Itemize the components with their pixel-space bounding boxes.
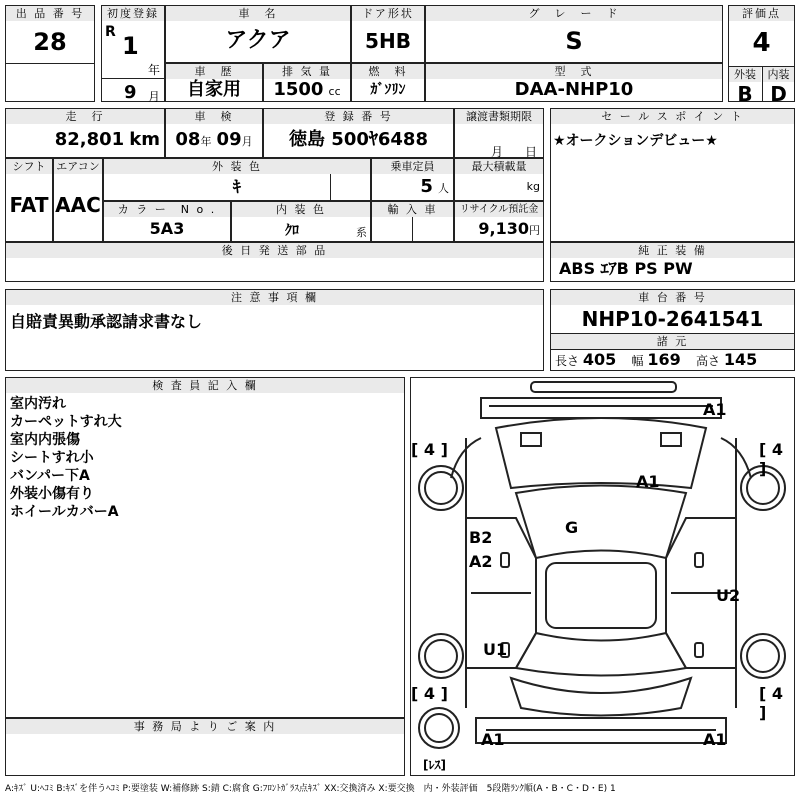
car-name: アクア: [225, 28, 291, 53]
registration-number-header: 登 録 番 号: [264, 109, 453, 124]
recycle-unit: 円: [529, 224, 540, 237]
legend: A:ｷｽﾞ U:ﾍｺﾐ B:ｷｽﾞを伴うﾍｺﾐ P:要塗装 W:補修跡 S:錆 C:腐食 G:ﾌﾛﾝﾄｶﾞﾗｽ点ｷｽﾞ XX:交換済み X:要交換 内・外装評価 5段階ﾗﾝｸ順(A・B・C・D・E) 1: [5, 784, 616, 794]
later-parts-header: 後 日 発 送 部 品: [6, 243, 543, 258]
shift: FAT: [9, 193, 49, 217]
tire-front-left: [ 4 ]: [411, 440, 448, 459]
displacement-header: 排 気 量: [264, 64, 350, 79]
equipment-header: 純 正 装 備: [551, 243, 794, 258]
exterior-grade: B: [737, 82, 753, 106]
fuel: ｶﾞｿﾘﾝ: [370, 82, 406, 98]
max-load-box: [454, 158, 544, 201]
exterior-header: 外装: [729, 67, 761, 82]
exterior-color-box: [103, 158, 371, 201]
caution-text: 自賠責異動承認請求書なし: [10, 312, 203, 331]
damage-mark-left-door: A2: [469, 552, 493, 571]
aircon: AAC: [55, 193, 101, 217]
inspection-header: 車 検: [166, 109, 262, 124]
inspector-notes: [6, 393, 404, 523]
capacity-unit: 人: [438, 182, 449, 195]
fuel-header: 燃 料: [352, 64, 424, 79]
inspector-note: バンパー下A: [10, 468, 90, 484]
lot-number-header: 出 品 番 号: [6, 6, 94, 21]
grade-box: [425, 5, 723, 63]
history-box: [165, 63, 263, 102]
car-outline-diagram: [411, 378, 794, 775]
transfer-docs-header: 譲渡書類期限: [455, 109, 543, 124]
import-box: [371, 201, 454, 242]
inspection-month-unit: 月: [241, 135, 253, 148]
inspection-year: 08: [175, 129, 201, 150]
specs-header: 諸 元: [551, 334, 794, 350]
equipment: ABS ｴｱB PS PW: [559, 259, 693, 278]
car-name-box: [165, 5, 351, 63]
sales-point-box: [550, 108, 795, 242]
inspector-note: 室内内張傷: [10, 432, 80, 448]
capacity-box: [371, 158, 454, 201]
damage-mark-hood: A1: [636, 472, 660, 491]
inspection-year-unit: 年: [200, 135, 212, 148]
first-registration-header: 初度登録: [102, 6, 164, 21]
damage-mark-windshield: G: [565, 518, 579, 537]
color-number-header: カ ラ ー N o .: [104, 202, 230, 217]
interior-color-header: 内 装 色: [232, 202, 370, 217]
tire-rear-left: [ 4 ]: [411, 684, 448, 703]
inspection-box: [165, 108, 263, 158]
mileage-box: [5, 108, 165, 158]
damage-mark-left-door: B2: [469, 528, 493, 547]
era-mark: R: [105, 24, 116, 40]
capacity: 5: [420, 176, 433, 197]
sales-point: ★オークションデビュー★: [553, 133, 718, 149]
interior-header: 内装: [762, 67, 794, 82]
capacity-header: 乗車定員: [372, 159, 453, 174]
inspector-note: 外装小傷有り: [10, 486, 94, 502]
length: 405: [582, 350, 617, 369]
aircon-box: [53, 158, 103, 242]
max-load-unit: kg: [526, 180, 540, 193]
model-box: [425, 63, 723, 102]
exterior-color-header: 外 装 色: [104, 159, 370, 174]
score: 4: [752, 28, 771, 58]
damage-mark-right-rear: U2: [716, 586, 741, 605]
height: 145: [723, 350, 758, 369]
door-header: ドア形状: [352, 6, 424, 21]
equipment-box: [550, 242, 795, 282]
tire-front-right: [ 4 ]: [759, 440, 784, 478]
caution-box: [5, 289, 544, 371]
transfer-day-unit: 日: [525, 145, 538, 159]
inspector-note: ホイールカバーA: [10, 504, 119, 520]
car-name-header: 車 名: [166, 6, 350, 21]
tire-rear-right: [ 4 ]: [759, 684, 784, 722]
inspector-note: 室内汚れ: [10, 396, 66, 412]
lot-number: 28: [6, 21, 94, 64]
history: 自家用: [187, 79, 241, 100]
displacement-unit: cc: [328, 85, 341, 98]
sales-point-header: セ ー ル ス ポ イ ン ト: [551, 109, 794, 124]
year-unit: 年: [148, 63, 161, 77]
width-label: 幅: [631, 354, 644, 368]
damage-mark-rear-left: A1: [481, 730, 505, 749]
color-number: 5A3: [149, 219, 185, 238]
lot-number-box: [5, 5, 95, 102]
registration-number: 徳島 500ﾔ6488: [289, 129, 428, 150]
damage-mark-left-rear-wheel: U1: [483, 640, 508, 659]
transfer-month-unit: 月: [491, 145, 504, 159]
aircon-header: エアコン: [54, 159, 102, 174]
recycle-box: [454, 201, 544, 242]
interior-grade: D: [762, 82, 794, 101]
transfer-docs-box: [454, 108, 544, 158]
color-number-box: [103, 201, 231, 242]
grade: S: [565, 27, 583, 55]
inspector-box: [5, 377, 405, 718]
mileage: 82,801: [54, 129, 125, 150]
score-header: 評価点: [729, 6, 794, 21]
displacement-box: [263, 63, 351, 102]
inspection-month: 09: [216, 129, 242, 150]
interior-color: ｸﾛ: [285, 223, 299, 239]
chassis-header: 車 台 番 号: [551, 290, 794, 305]
recycle-header: リサイクル預託金: [455, 202, 543, 217]
exterior-color: ｷ: [232, 177, 241, 196]
door-type: 5HB: [365, 29, 411, 53]
door-box: [351, 5, 425, 63]
chassis-number: NHP10-2641541: [551, 305, 794, 334]
interior-color-box: [231, 201, 371, 242]
damage-diagram-box: [410, 377, 795, 776]
registration-year: 1: [122, 32, 139, 60]
month-unit: 月: [148, 90, 161, 104]
score-box: [728, 5, 795, 106]
height-label: 高さ: [696, 354, 721, 368]
office-header: 事 務 局 よ り ご 案 内: [6, 719, 404, 734]
mileage-unit: km: [129, 129, 160, 150]
grade-header: グ レ ー ド: [426, 6, 722, 21]
chassis-box: [550, 289, 795, 371]
registration-number-box: [263, 108, 454, 158]
caution-header: 注 意 事 項 欄: [6, 290, 543, 305]
later-parts-box: [5, 242, 544, 282]
damage-mark-rear-right: A1: [703, 730, 727, 749]
damage-mark-front-bumper: A1: [703, 400, 727, 419]
registration-month: 9: [124, 82, 137, 103]
mileage-header: 走 行: [6, 109, 164, 124]
recycle-fee: 9,130: [478, 219, 529, 238]
office-box: [5, 718, 405, 776]
length-label: 長さ: [555, 354, 580, 368]
width: 169: [647, 350, 681, 369]
inspector-note: カーペットすれ大: [10, 414, 122, 430]
fuel-box: [351, 63, 425, 102]
interior-color-unit: 系: [356, 226, 367, 239]
history-header: 車 歴: [166, 64, 262, 79]
shift-box: [5, 158, 53, 242]
inspector-note: シートすれ小: [10, 450, 94, 466]
model-header: 型 式: [426, 64, 722, 79]
spare-tire-label: [ﾚｽ]: [423, 758, 446, 772]
shift-header: シフト: [6, 159, 52, 174]
import-header: 輸 入 車: [372, 202, 453, 217]
model-code: DAA-NHP10: [514, 79, 634, 100]
displacement: 1500: [273, 79, 324, 100]
inspector-header: 検 査 員 記 入 欄: [6, 378, 404, 393]
first-registration-box: [101, 5, 165, 102]
max-load-header: 最大積載量: [455, 159, 543, 174]
